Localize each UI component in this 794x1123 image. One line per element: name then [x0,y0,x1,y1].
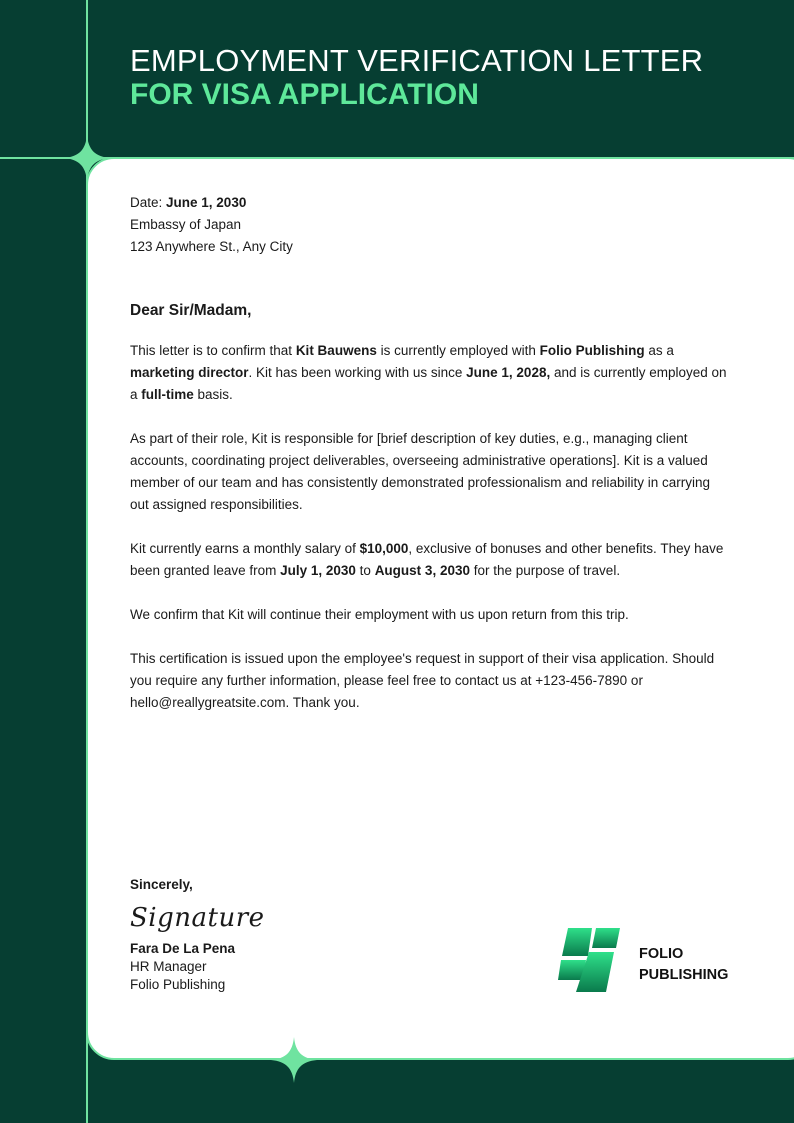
p1-text-6: basis. [193,387,233,402]
leave-start-date: July 1, 2030 [280,563,356,578]
signer-name: Fara De La Pena [130,941,236,956]
employment-basis: full-time [141,387,194,402]
p1-text-4: . Kit has been working with us since [248,365,467,380]
start-date: June 1, 2028, [466,365,551,380]
letter-address-block [130,192,730,258]
brand-line-2: PUBLISHING [639,967,729,983]
p1-text-3: as a [644,343,674,358]
salary-amount: $10,000 [359,541,409,556]
paragraph-employment [130,340,730,406]
brand-name [639,944,728,986]
recipient-name: Embassy of Japan [130,217,242,232]
p1-text-1: This letter is to confirm that [130,343,296,358]
date-label: Date: [130,195,167,210]
letter-body [130,192,730,736]
p1-text-5: and is currently employed on a [130,365,727,402]
p3-text-2: , exclusive of bonuses and other benefits. They have been granted leave from [130,541,724,578]
signer-organization: Folio Publishing [130,977,226,992]
closing: Sincerely, [130,877,193,892]
title-line-2: FOR VISA APPLICATION [130,78,479,111]
sparkle-star-icon-bottom [271,1037,317,1083]
paragraph-duties: As part of their role, Kit is responsible for [brief description of key duties, e.g., managing client accounts, coordinating project deliverables, overseeing administrative operations]. Kit is a valued member of our team and has consistently demonstrated professionalism and reliability in carrying out assigned responsibilities. [130,431,711,512]
folio-logo-icon [556,926,622,994]
date-value: June 1, 2030 [166,195,247,210]
p3-text-1: Kit currently earns a monthly salary of [130,541,360,556]
p3-text-4: for the purpose of travel. [469,563,621,578]
sparkle-star-icon [64,135,110,181]
page-title [130,44,703,112]
p3-text-3: to [355,563,375,578]
leave-end-date: August 3, 2030 [374,563,470,578]
recipient-address: 123 Anywhere St., Any City [130,239,293,254]
p1-text-2: is currently employed with [376,343,540,358]
job-position: marketing director [130,365,249,380]
title-line-1: EMPLOYMENT VERIFICATION LETTER [130,43,704,78]
employee-name: Kit Bauwens [295,343,377,358]
handwritten-signature: Signature [130,903,265,933]
paragraph-confirmation: We confirm that Kit will continue their employment with us upon return from this trip. [130,607,629,622]
brand-line-1: FOLIO [639,946,684,962]
paragraph-salary-leave [130,538,730,582]
paragraph-certification: This certification is issued upon the employee's request in support of their visa application. Should you require any further information, please feel free to contact us at +123-456-7890 or hello@reallygreatsite.com. Thank you. [130,651,715,710]
letter-date [130,192,730,214]
company-name: Folio Publishing [539,343,645,358]
signature-block [130,876,265,994]
signer-title: HR Manager [130,959,207,974]
greeting: Dear Sir/Madam, [130,302,252,319]
